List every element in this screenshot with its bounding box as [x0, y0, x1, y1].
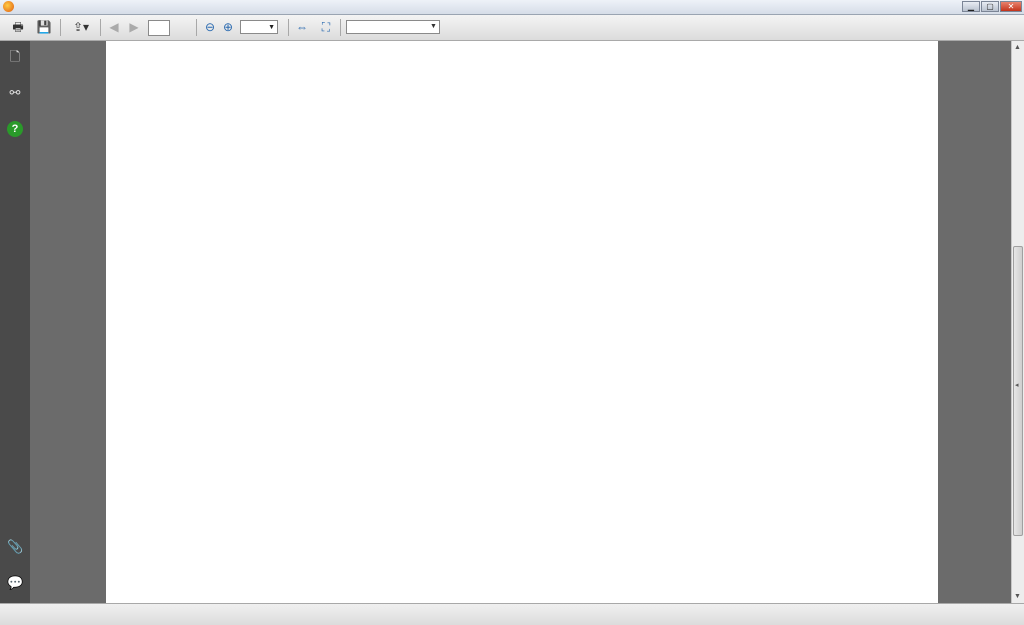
attachment-icon[interactable]: 📎	[7, 539, 24, 554]
share-icon[interactable]: ⇪▾	[72, 20, 90, 34]
document-margin-left	[30, 41, 106, 603]
vertical-scrollbar[interactable]	[1011, 41, 1024, 603]
maximize-button[interactable]: ▢	[981, 1, 999, 12]
fit-page-icon[interactable]: ⛶	[321, 20, 331, 34]
binoculars-icon[interactable]: ⚯	[9, 85, 21, 100]
pages-icon[interactable]: 🗋	[9, 49, 21, 64]
page-number-input[interactable]	[148, 20, 170, 36]
find-dropdown-icon[interactable]: ▼	[430, 23, 437, 30]
pdf-page	[106, 41, 938, 603]
scrollbar-thumb[interactable]	[1013, 246, 1023, 536]
zoom-in-icon[interactable]: ⊕	[222, 20, 234, 34]
toolbar-divider	[288, 19, 289, 36]
find-input[interactable]	[346, 20, 440, 34]
next-page-icon[interactable]: ▶	[129, 20, 139, 34]
fit-width-icon[interactable]: ⇔	[296, 20, 308, 34]
scroll-down-icon[interactable]: ▼	[1014, 593, 1021, 600]
toolbar-divider	[60, 19, 61, 36]
previous-page-icon[interactable]: ◀	[109, 20, 119, 34]
help-icon[interactable]: ?	[7, 121, 23, 137]
save-icon[interactable]: 💾	[36, 20, 52, 34]
comments-icon[interactable]: 💬	[7, 575, 24, 590]
toolbar-divider	[100, 19, 101, 36]
toolbar-divider	[196, 19, 197, 36]
chevron-down-icon: ▼	[268, 24, 275, 31]
close-button[interactable]: ✕	[1000, 1, 1022, 12]
window-titlebar	[0, 0, 1024, 15]
firefox-icon	[3, 1, 14, 12]
zoom-select[interactable]	[240, 20, 278, 34]
status-bar	[0, 603, 1024, 625]
scroll-grip-icon: ◂	[1015, 382, 1019, 389]
minimize-button[interactable]: ▁	[962, 1, 980, 12]
pdf-sidebar	[0, 41, 30, 603]
toolbar-divider	[340, 19, 341, 36]
zoom-out-icon[interactable]: ⊖	[204, 20, 216, 34]
document-margin-right	[938, 41, 1011, 603]
print-icon[interactable]: 🖶	[12, 20, 24, 34]
pdf-toolbar	[0, 15, 1024, 41]
scroll-up-icon[interactable]: ▲	[1014, 44, 1021, 51]
